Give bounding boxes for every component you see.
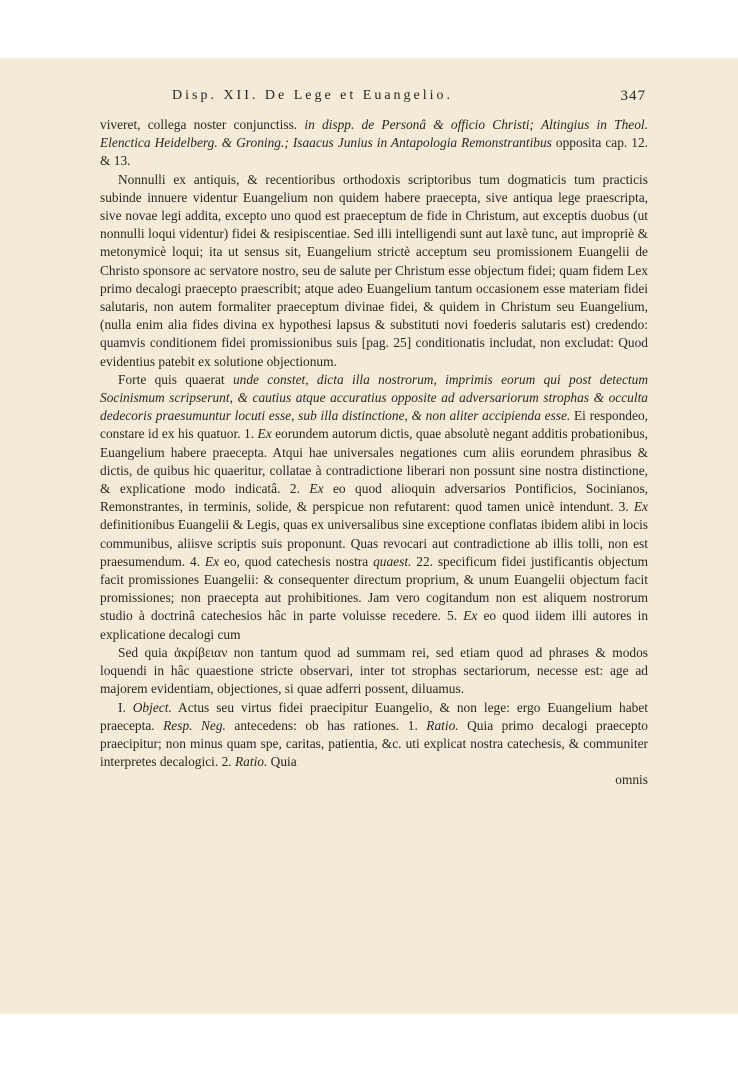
text-segment: eo, quod catechesis nostra	[219, 553, 374, 569]
text-segment: definitionibus Euangelii & Legis, quas ex universalibus sine exceptione conflatas ibidem alibi in locis communibus, aliisve scriptis suis proponunt. Quas revocari aut contradictione ab illis tolli, non est praesumendum. 4.	[100, 517, 648, 569]
text-segment-italic: quaest.	[373, 553, 412, 569]
paragraph-1	[100, 116, 648, 171]
text-segment-italic: in dispp. de Personâ & officio Christi; Altingius in Theol. Elenctica Heidelberg. & Groning.; Isaacus Junius in Antapologia Remonstrantibus	[100, 117, 648, 151]
text-segment-italic: Ex	[309, 481, 324, 497]
text-segment-italic: Ratio.	[426, 717, 459, 733]
page-number: 347	[620, 88, 646, 104]
text-segment: eorundem autorum dictis, quae absolutè negant additis probationibus, Euangelium habere praecepta. Atqui hae universales negationes cum aliis eorundem phrasibus & dictis, de quibus hic quaeritur, collatae à contradictione liberari non possunt sine nostra distinctione, & explicatione modo indicatâ. 2.	[100, 426, 648, 497]
running-title: Disp. XII. De Lege et Euangelio.	[172, 88, 454, 103]
text-segment: Forte quis quaerat	[118, 371, 233, 387]
text-segment: eo quod iidem illi autores in explicatione decalogi cum	[100, 608, 649, 642]
text-segment: Sed quia ἀκρίβειαν non tantum quod ad summam rei, sed etiam quod ad phrases & modos loquendi in hâc quaestione stricte observari, inter tot strophas sectariorum, necesse est: age ad majorem evidentiam, objectiones, si quae adferri possent, diluamus.	[100, 644, 648, 697]
paragraph-5	[100, 699, 648, 772]
text-segment: Quia primo decalogi praecepto praecipitur; non minus quam spe, caritas, patientia, &c. uti explicat nostra catechesis, & communiter interpretes decalogici. 2.	[100, 717, 648, 770]
text-segment: Quia	[267, 754, 297, 770]
paragraph-4	[100, 644, 648, 699]
text-segment: viveret, collega noster conjunctiss.	[100, 117, 305, 132]
text-segment-italic: Resp. Neg.	[163, 717, 226, 733]
running-header	[100, 88, 646, 110]
text-segment: eo quod alioquin adversarios Pontificios, Socinianos, Remonstrantes, in terminis, solide, & perspicue non refutarent: quod tamen unicè intendunt. 3.	[100, 481, 648, 515]
text-segment-italic: Ratio.	[234, 754, 268, 770]
text-segment-italic: unde constet, dicta illa nostrorum, imprimis eorum qui post detectum Socinismum scripserunt, & cautius atque accuratius opposite ad adversariorum strophas & occulta dedecoris praesumuntur locuti esse, sub illa distinctione, & non aliter accipienda esse.	[100, 371, 649, 424]
text-segment: I.	[118, 699, 133, 715]
text-segment-italic: Object.	[132, 699, 172, 715]
text-segment: 22. specificum fidei justificantis objectum facit promissiones Euangelii: & consequenter directum proprium, & unum Euangelii objectum facit promissiones; non praecepta aut prohibitiones. Jam vero cogitandum non est aliquem nostrorum studio à doctrinâ catechesios hâc in parte voluisse recedere. 5.	[100, 553, 648, 624]
body-text	[100, 116, 648, 790]
text-segment-italic: Ex	[204, 553, 220, 569]
text-segment: Ei respondeo, constare id ex his quatuor. 1.	[100, 408, 648, 442]
text-segment: Nonnulli ex antiquis, & recentioribus orthodoxis scriptoribus tum dogmaticis tum practicis subinde innuere videntur Euangelium non quidem habere praecepta, sive antiqua lege praescripta, sive novae legi addita, excepto uno quod est praeceptum de fide in Christum, aut exceptis duobus (ut nonnulli loqui videntur) fidei & resipiscentiae. Sed illi intelligendi sunt aut laxè tunc, aut impropriè & metonymicè loqui; ita ut sensus sit, Euangelium strictè acceptum seu promissionem Euangelii de Christo sponsore ac servatore nostro, seu de salute per Christum esse objectum fidei; quam fidem Lex primo decalogi praecepto praescribit; atque adeo Euangelium tantum occasionem esse materiam fidei salutaris, non autem formaliter praeceptum divinae fidei, & quidem in Christum seu Euangelium, (nulla enim alia fides divina ex hypothesi lapsus & substituti novi foederis salutaris est) credendo: quamvis conditionem fidei promissionibus suis [pag. 25] conditionatis includat, non excludat: Quod evidentius patebit ex solutione objectionum.	[100, 171, 648, 369]
paragraph-3	[100, 371, 648, 644]
text-segment-italic: Ex	[463, 608, 478, 624]
text-segment-italic: Ex	[633, 499, 648, 515]
text-segment-italic: Ex	[257, 426, 272, 442]
catchword: omnis	[615, 772, 648, 788]
text-segment: antecedens: ob has rationes. 1.	[225, 717, 427, 733]
text-segment: opposita cap. 12. & 13.	[100, 135, 648, 169]
paragraph-2	[100, 171, 648, 371]
text-segment: Actus seu virtus fidei praecipitur Euangelio, & non lege: ergo Euangelium habet praecepta.	[100, 699, 648, 733]
